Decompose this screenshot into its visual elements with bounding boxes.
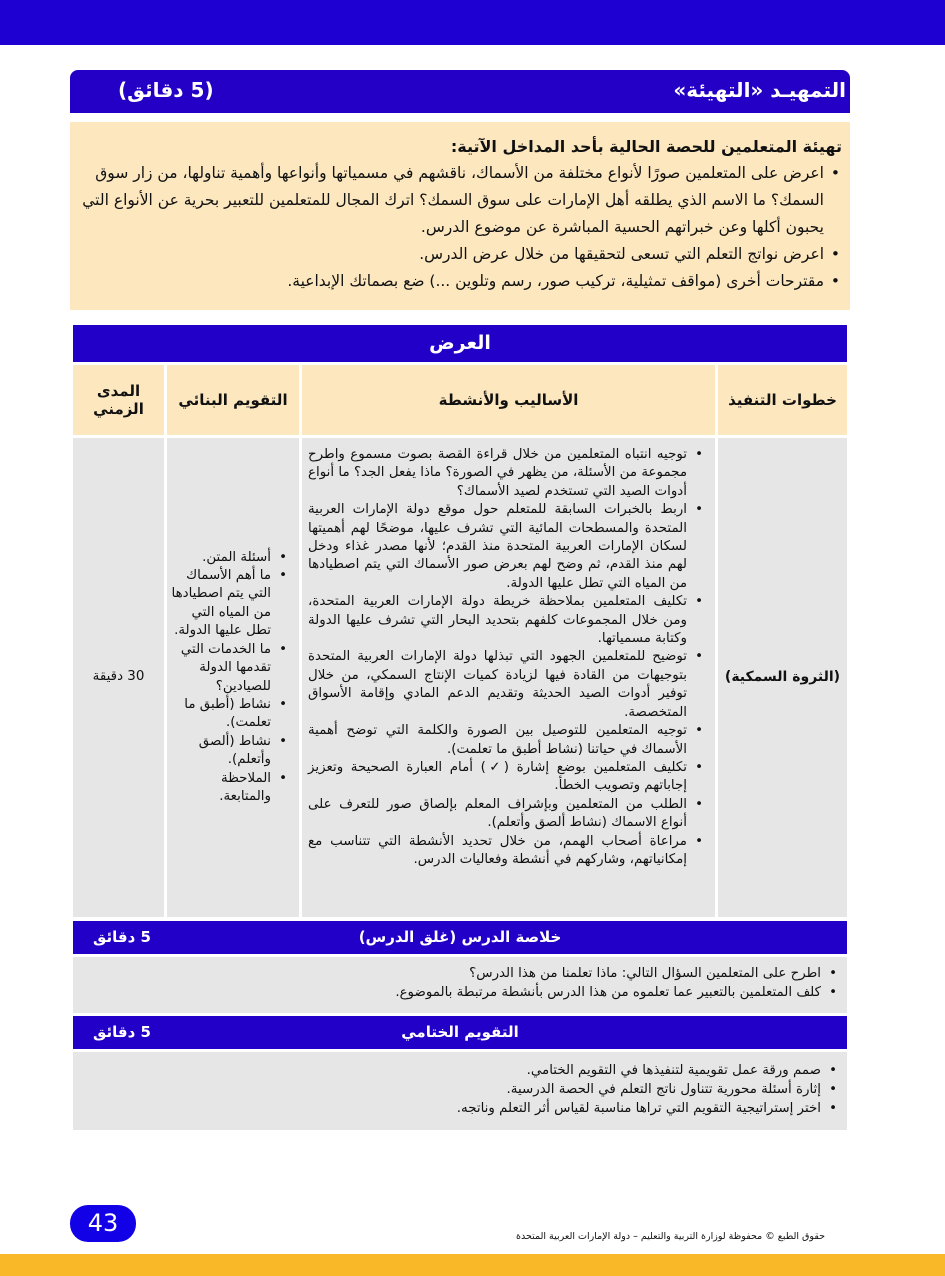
intro-duration: (5 دقائق) xyxy=(118,78,214,102)
summary-duration: 5 دقائق xyxy=(93,928,151,946)
intro-heading: تهيئة المتعلمين للحصة الحالية بأحد المداخل الآتية: xyxy=(450,137,842,156)
activities-cell xyxy=(302,438,715,917)
presentation-title: العرض xyxy=(73,325,847,362)
top-banner xyxy=(0,0,945,45)
list-item: • تكليف المتعلمين بملاحظة خريطة دولة الإمارات العربية المتحدة، ومن خلال المجموعات كلفهم بتحديد البحار التي تشرف عليها الدولة وكتابة مسمياتها. xyxy=(308,593,705,648)
footer-bar xyxy=(0,1254,945,1276)
header-steps: خطوات التنفيذ xyxy=(718,365,847,435)
evaluation-cell xyxy=(167,438,299,917)
copyright-text: حقوق الطبع © محفوظة لوزارة التربية والتعليم – دولة الإمارات العربية المتحدة xyxy=(516,1231,825,1242)
header-evaluation: التقويم البنائي xyxy=(167,365,299,435)
table-header-row xyxy=(73,365,847,435)
page-number: 43 xyxy=(70,1205,136,1242)
final-eval-duration: 5 دقائق xyxy=(93,1023,151,1041)
list-item: • مراعاة أصحاب الهمم، من خلال تحديد الأنشطة التي تتناسب مع إمكانياتهم، وشاركهم في أنشطة وفعاليات الدرس. xyxy=(308,833,705,870)
intro-title: التمهيـد «التهيئة» xyxy=(673,78,846,102)
list-item: • اختر إستراتيجية التقويم التي تراها مناسبة لقياس أثر التعلم وناتجه. xyxy=(81,1099,839,1118)
table-row xyxy=(73,438,847,917)
list-item: • كلف المتعلمين بالتعبير عما تعلموه من هذا الدرس بأنشطة مرتبطة بالموضوع. xyxy=(81,983,839,1002)
list-item: • اربط بالخبرات السابقة للمتعلم حول موقع دولة الإمارات العربية المتحدة والمسطحات المائية التي تشرف عليها، موضحًا لهم أهميتها لسكان الإمارات العربية المتحدة منذ القدم؛ لأنها مصدر غذاء ودخل لهم منذ القدم، ثم وضح لهم بعرض صور الأسماك التي يتم اصطيادها من المياه التي تطل عليها الدولة. xyxy=(308,501,705,593)
list-item: • توجيه المتعلمين للتوصيل بين الصورة والكلمة التي توضح أهمية الأسماك في حياتنا (نشاط أطبق ما تعلمت). xyxy=(308,722,705,759)
list-item: • مقترحات أخرى (مواقف تمثيلية، تركيب صور، رسم وتلوين ...) ضع بصماتك الإبداعية. xyxy=(80,268,842,295)
final-eval-box xyxy=(73,1052,847,1130)
list-item: • اعرض نواتج التعلم التي تسعى لتحقيقها من خلال عرض الدرس. xyxy=(80,241,842,268)
header-activities: الأساليب والأنشطة xyxy=(302,365,715,435)
final-eval-header xyxy=(73,1016,847,1049)
intro-header xyxy=(70,70,850,113)
list-item: • أسئلة المتن. xyxy=(171,549,289,567)
list-item: • اعرض على المتعلمين صورًا لأنواع مختلفة من الأسماك، ناقشهم في مسمياتها وأنواعها وأهمية تناولها، من زار سوق السمك؟ ما الاسم الذي يطلقه أهل الإمارات على سوق السمك؟ اترك المجال للمتعلمين للتعبير بحرية عن الأنواع التي يحبون أكلها وعن خبراتهم الحسية المباشرة عن موضوع الدرس. xyxy=(80,160,842,241)
summary-header xyxy=(73,921,847,954)
list-item: • صمم ورقة عمل تقويمية لتنفيذها في التقويم الختامي. xyxy=(81,1061,839,1080)
presentation-table xyxy=(73,325,847,917)
list-item: • اطرح على المتعلمين السؤال التالي: ماذا تعلمنا من هذا الدرس؟ xyxy=(81,964,839,983)
list-item: • إثارة أسئلة محورية تتناول ناتج التعلم في الحصة الدرسية. xyxy=(81,1080,839,1099)
intro-box xyxy=(70,122,850,310)
list-item: • توجيه انتباه المتعلمين من خلال قراءة القصة بصوت مسموع واطرح مجموعة من الأسئلة، من يظهر في الصورة؟ ماذا يفعل الجد؟ ما أنواع أدوات الصيد التي تستخدم لصيد الأسماك؟ xyxy=(308,446,705,501)
duration-cell: 30 دقيقة xyxy=(73,438,164,917)
header-duration: المدى الزمني xyxy=(73,365,164,435)
list-item: • ما الخدمات التي تقدمها الدولة للصيادين؟ xyxy=(171,641,289,696)
list-item: • الملاحظة والمتابعة. xyxy=(171,770,289,807)
list-item: • نشاط (أطبق ما تعلمت). xyxy=(171,696,289,733)
summary-box xyxy=(73,957,847,1013)
list-item: • نشاط (ألصق وأتعلم). xyxy=(171,733,289,770)
list-item: • توضيح للمتعلمين الجهود التي تبذلها دولة الإمارات العربية المتحدة بتوجيهات من القادة فيها لزيادة كميات الإنتاج السمكي، من خلال توفير أدوات الصيد الحديثة وتقديم الدعم المادي وإقامة الأسواق المتخصصة. xyxy=(308,648,705,722)
step-cell: (الثروة السمكية) xyxy=(718,438,847,917)
final-eval-title: التقويم الختامي xyxy=(401,1023,519,1041)
summary-title: خلاصة الدرس (غلق الدرس) xyxy=(358,928,562,946)
list-item: • ما أهم الأسماك التي يتم اصطيادها من المياه التي تطل عليها الدولة. xyxy=(171,567,289,641)
list-item: • الطلب من المتعلمين وبإشراف المعلم بإلصاق صور للتعرف على أنواع الاسماك (نشاط ألصق وأتعلم). xyxy=(308,796,705,833)
list-item: • تكليف المتعلمين بوضع إشارة (✓) أمام العبارة الصحيحة وتعزيز إجاباتهم وتصويب الخطأ. xyxy=(308,759,705,796)
